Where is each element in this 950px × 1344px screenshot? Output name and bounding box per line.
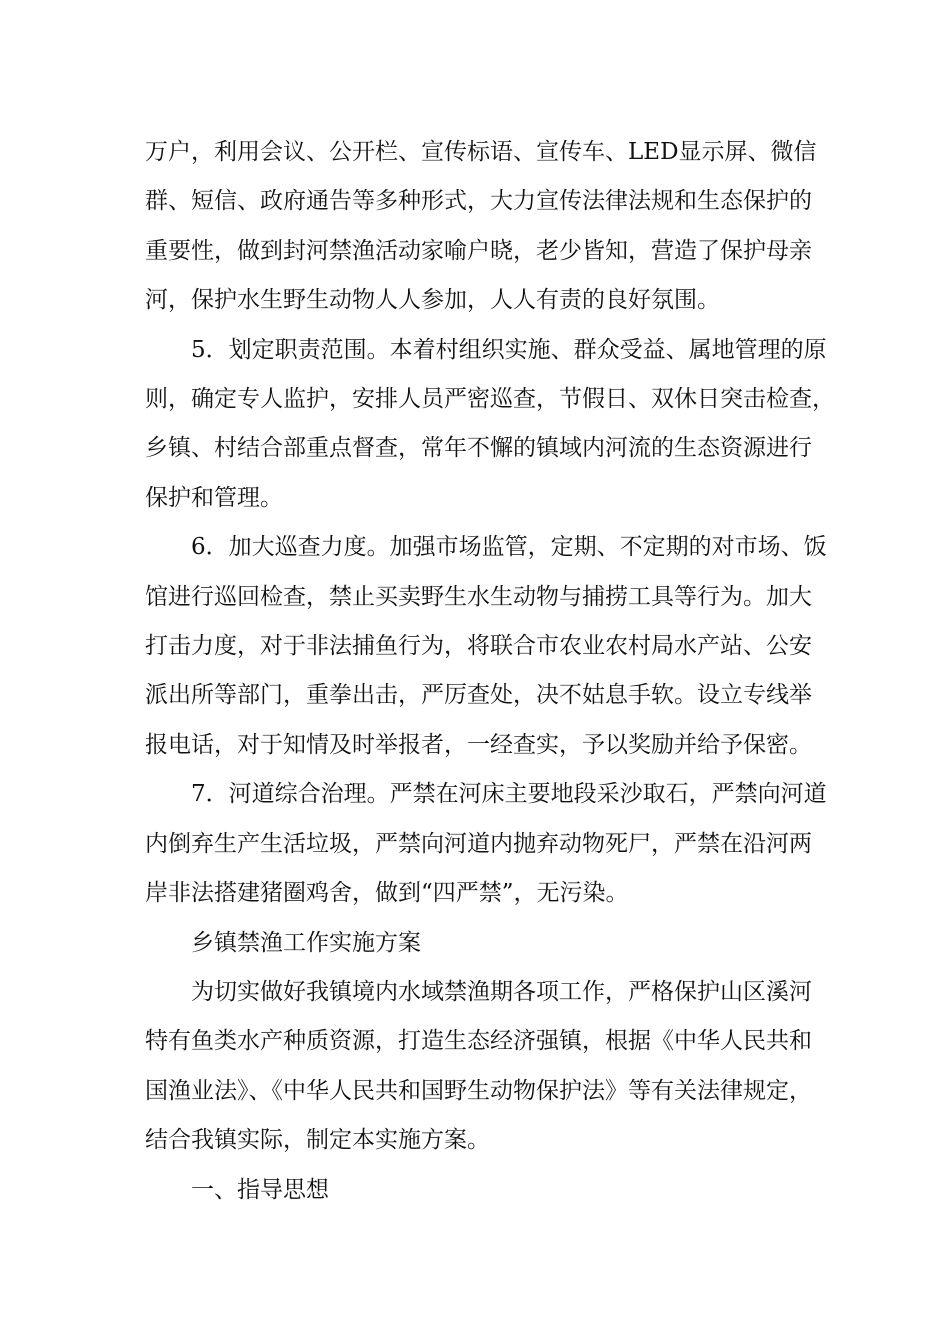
text-line: 国渔业法》、《中华人民共和国野生动物保护法》等有关法律规定， (145, 1077, 812, 1104)
paragraph-item-5 (145, 326, 835, 524)
text-line: 乡镇禁渔工作实施方案 (191, 929, 421, 956)
text-line: 群、短信、政府通告等多种形式，大力宣传法律法规和生态保护的 (145, 188, 812, 215)
paragraph-propaganda-continuation (145, 128, 825, 326)
paragraph-item-6 (145, 523, 825, 770)
text-line: 岸非法搭建猪圈鸡舍，做到“四严禁”，无污染。 (145, 880, 629, 907)
text-line: 万户，利用会议、公开栏、宣传标语、宣传车、LED显示屏、微信 (145, 139, 817, 165)
section-title (145, 919, 825, 968)
text-line: 打击力度，对于非法捕鱼行为，将联合市农业农村局水产站、公安 (145, 633, 812, 660)
text-line: 5．划定职责范围。本着村组织实施、群众受益、属地管理的原 (191, 336, 827, 363)
text-line: 结合我镇实际，制定本实施方案。 (145, 1127, 490, 1154)
document-body (145, 128, 835, 1215)
text-line: 重要性，做到封河禁渔活动家喻户晓，老少皆知，营造了保护母亲 (145, 237, 812, 264)
text-line: 报电话，对于知情及时举报者，一经查实，予以奖励并给予保密。 (145, 731, 812, 758)
paragraph-introduction (145, 968, 825, 1166)
text-line: 内倒弃生产生活垃圾，严禁向河道内抛弃动物死尸，严禁在沿河两 (145, 830, 812, 857)
text-line: 乡镇、村结合部重点督查，常年不懈的镇域内河流的生态资源进行 (145, 435, 812, 462)
text-line: 派出所等部门，重拳出击，严厉查处，决不姑息手软。设立专线举 (145, 682, 812, 709)
text-line: 一、指导思想 (191, 1176, 329, 1203)
text-line: 馆进行巡回检查，禁止买卖野生水生动物与捕捞工具等行为。加大 (145, 583, 812, 610)
text-line: 为切实做好我镇境内水域禁渔期各项工作，严格保护山区溪河 (191, 978, 812, 1005)
text-line: 河，保护水生野生动物人人参加，人人有责的良好氛围。 (145, 287, 720, 314)
paragraph-item-7 (145, 770, 825, 918)
text-line: 6．加大巡查力度。加强市场监管，定期、不定期的对市场、饭 (191, 534, 827, 561)
section-heading-guiding-thought (145, 1166, 825, 1215)
text-line: 特有鱼类水产种质资源，打造生态经济强镇，根据《中华人民共和 (145, 1028, 812, 1055)
text-line: 保护和管理。 (145, 484, 283, 511)
text-line: 则，确定专人监护，安排人员严密巡查，节假日、双休日突击检查， (145, 386, 835, 413)
text-line: 7．河道综合治理。严禁在河床主要地段采沙取石，严禁向河道 (191, 781, 827, 808)
